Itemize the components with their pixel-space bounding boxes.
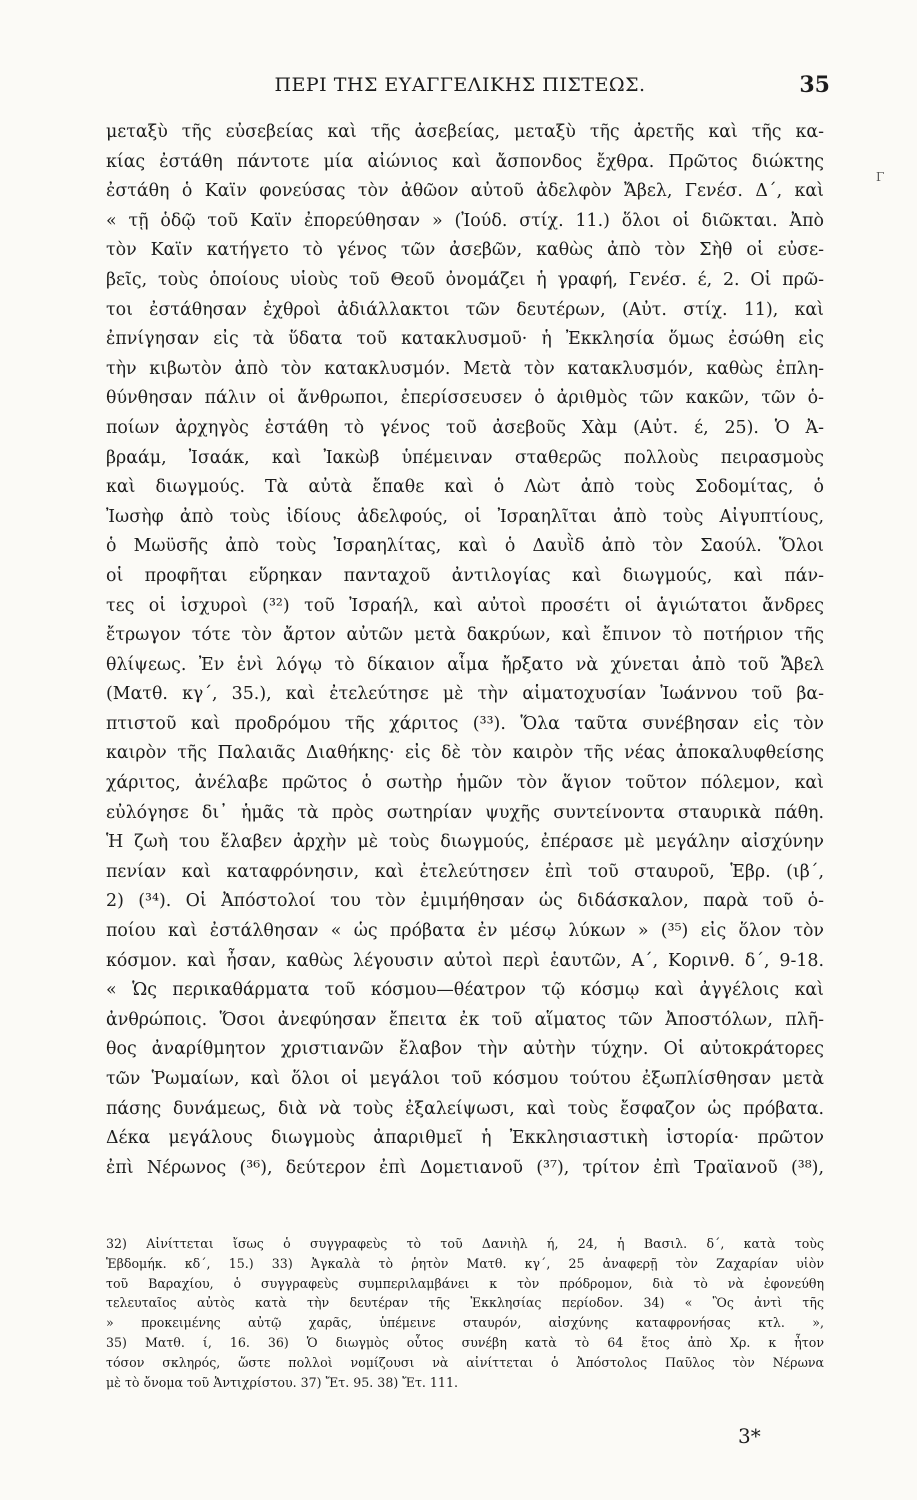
footnote-line: τόσον σκληρός, ὥστε πολλοὶ νομίζουσι νὰ αἰνίττεται ὁ Ἀπόστολος Παῦλος τὸν Νέρωνα — [106, 1354, 824, 1370]
text-line: « Ὡς περικαθάρματα τοῦ κόσμου—θέατρον τῷ κόσμῳ καὶ ἀγγέλοις καὶ — [106, 980, 824, 1001]
footnote-line: τοῦ Βαραχίου, ὁ συγγραφεὺς συμπεριλαμβάνει κ τὸν πρόδρομον, διὰ τὸ νὰ ἐφονεύθη — [106, 1275, 824, 1291]
text-line: τὸν Καϊν κατήγετο τὸ γένος τῶν ἀσεβῶν, καθὼς ἀπὸ τὸν Σὴθ οἱ εὐσε- — [106, 240, 824, 261]
text-line: μεταξὺ τῆς εὐσεβείας καὶ τῆς ἀσεβείας, μεταξὺ τῆς ἀρετῆς καὶ τῆς κα- — [106, 122, 824, 142]
footnotes — [106, 1234, 824, 1392]
footnote-line: τελευταῖος αὐτὸς κατὰ τὴν δευτέραν τῆς Ἐκκλησίας περίοδον. 34) « Ὃς ἀντὶ τῆς — [106, 1295, 824, 1311]
text-line: τῶν Ῥωμαίων, καὶ ὅλοι οἱ μεγάλοι τοῦ κόσμου τούτου ἐξωπλίσθησαν μετὰ — [106, 1069, 824, 1089]
footnote-line: » προκειμένης αὐτῷ χαρᾶς, ὑπέμεινε σταυρόν, αἰσχύνης καταφρονήσας κτλ. », — [106, 1315, 824, 1331]
text-line: χάριτος, ἀνέλαβε πρῶτος ὁ σωτὴρ ἡμῶν τὸν ἅγιον τοῦτον πόλεμον, καὶ — [106, 773, 824, 794]
text-line: θος ἀναρίθμητον χριστιανῶν ἔλαβον τὴν αὐτὴν τύχην. Οἱ αὐτοκράτορες — [106, 1039, 824, 1060]
text-line: κόσμον. καὶ ἦσαν, καθὼς λέγουσιν αὐτοὶ περὶ ἑαυτῶν, Α΄, Κορινθ. δ΄, 9-18. — [106, 950, 824, 971]
text-line: τὴν κιβωτὸν ἀπὸ τὸν κατακλυσμόν. Μετὰ τὸν κατακλυσμόν, καθὼς ἐπλη- — [106, 358, 824, 379]
text-line: τοι ἐστάθησαν ἐχθροὶ ἀδιάλλακτοι τῶν δευτέρων, (Αὐτ. στίχ. 11), καὶ — [106, 299, 824, 320]
footnote-line: 35) Ματθ. ί, 16. 36) Ὁ διωγμὸς οὗτος συνέβη κατὰ τὸ 64 ἔτος ἀπὸ Χρ. κ ἦτον — [106, 1334, 824, 1350]
text-line: ὁ Μωϋσῆς ἀπὸ τοὺς Ἰσραηλίτας, καὶ ὁ Δαυῒδ ἀπὸ τὸν Σαούλ. Ὅλοι — [106, 536, 824, 557]
text-line: 2) (³⁴). Οἱ Ἀπόστολοί του τὸν ἐμιμήθησαν ὡς διδάσκαλον, παρὰ τοῦ ὁ- — [106, 891, 824, 912]
text-line: θύνθησαν πάλιν οἱ ἄνθρωποι, ἐπερίσσευσεν ὁ ἀριθμὸς τῶν κακῶν, τῶν ὁ- — [106, 388, 824, 409]
text-line: βεῖς, τοὺς ὁποίους υἱοὺς τοῦ Θεοῦ ὀνομάζει ἡ γραφή, Γενέσ. έ, 2. Οἱ πρῶ- — [106, 269, 824, 290]
footnote-line: μὲ τὸ ὄνομα τοῦ Ἀντιχρίστου. 37) Ἔτ. 95. 38) Ἔτ. 111. — [106, 1374, 458, 1390]
text-line: ποίων ἀρχηγὸς ἐστάθη τὸ γένος τοῦ ἀσεβοῦς Χὰμ (Αὐτ. έ, 25). Ὁ Ἀ- — [106, 417, 824, 438]
text-line: ἐστάθη ὁ Καϊν φονεύσας τὸν ἀθῶον αὐτοῦ ἀδελφὸν Ἄβελ, Γενέσ. Δ΄, καὶ — [106, 181, 824, 202]
text-line: θλίψεως. Ἐν ἑνὶ λόγῳ τὸ δίκαιον αἷμα ἤρξατο νὰ χύνεται ἀπὸ τοῦ Ἄβελ — [106, 654, 824, 675]
text-line: πάσης δυνάμεως, διὰ νὰ τοὺς ἐξαλείψωσι, καὶ τοὺς ἔσφαζον ὡς πρόβατα. — [106, 1098, 824, 1119]
page-header — [100, 74, 830, 104]
running-title: ΠΕΡΙ ΤΗΣ ΕΥΑΓΓΕΛΙΚΗΣ ΠΙΣΤΕΩΣ. — [274, 74, 646, 96]
footnote-line: Ἑβδομήκ. κδ΄, 15.) 33) Ἀγκαλὰ τὸ ῥητὸν Ματθ. κγ΄, 25 ἀναφερῇ τὸν Ζαχαρίαν υἱὸν — [106, 1255, 824, 1271]
margin-mark: Γ — [876, 170, 885, 184]
text-line: καιρὸν τῆς Παλαιᾶς Διαθήκης· εἰς δὲ τὸν καιρὸν τῆς νέας ἀποκαλυφθείσης — [106, 743, 824, 764]
text-line: Ἡ ζωὴ του ἔλαβεν ἀρχὴν μὲ τοὺς διωγμούς, ἐπέρασε μὲ μεγάλην αἰσχύνην — [106, 832, 824, 853]
page-number: 35 — [799, 72, 830, 98]
text-line: ποίου καὶ ἐστάλθησαν « ὡς πρόβατα ἐν μέσῳ λύκων » (³⁵) εἰς ὅλον τὸν — [106, 921, 824, 942]
text-line: ἐπὶ Νέρωνος (³⁶), δεύτερον ἐπὶ Δομετιανοῦ (³⁷), τρίτον ἐπὶ Τραϊανοῦ (³⁸), — [106, 1157, 824, 1178]
text-line: εὐλόγησε δι᾽ ἡμᾶς τὰ πρὸς σωτηρίαν ψυχῆς συντείνοντα σταυρικὰ πάθη. — [106, 802, 824, 823]
text-line: Δέκα μεγάλους διωγμοὺς ἀπαριθμεῖ ἡ Ἐκκλησιαστικὴ ἱστορία· πρῶτον — [106, 1128, 824, 1149]
text-line: οἱ προφῆται εὕρηκαν πανταχοῦ ἀντιλογίας καὶ διωγμούς, καὶ πάν- — [106, 565, 824, 586]
text-line: ἐπνίγησαν εἰς τὰ ὕδατα τοῦ κατακλυσμοῦ· ἡ Ἐκκλησία ὅμως ἐσώθη εἰς — [106, 329, 824, 350]
footnote-line: 32) Αἰνίττεται ἴσως ὁ συγγραφεὺς τὸ τοῦ Δανιὴλ ή, 24, ἡ Βασιλ. δ΄, κατὰ τοὺς — [106, 1236, 824, 1251]
text-line: ἀνθρώποις. Ὅσοι ἀνεφύησαν ἔπειτα ἐκ τοῦ αἵματος τῶν Ἀποστόλων, πλῆ- — [106, 1009, 824, 1030]
text-line: πτιστοῦ καὶ προδρόμου τῆς χάριτος (³³). Ὅλα ταῦτα συνέβησαν εἰς τὸν — [106, 713, 824, 734]
text-line: « τῇ ὁδῷ τοῦ Καϊν ἐπορεύθησαν » (Ἰούδ. στίχ. 11.) ὅλοι οἱ διῶκται. Ἀπὸ — [106, 210, 824, 231]
body-text — [106, 118, 824, 1183]
text-line: κίας ἐστάθη πάντοτε μία αἰώνιος καὶ ἄσπονδος ἔχθρα. Πρῶτος διώκτης — [106, 151, 824, 172]
text-line: ἔτρωγον τότε τὸν ἄρτον αὐτῶν μετὰ δακρύων, καὶ ἔπινον τὸ ποτήριον τῆς — [106, 625, 824, 646]
text-line: καὶ διωγμούς. Τὰ αὐτὰ ἔπαθε καὶ ὁ Λὼτ ἀπὸ τοὺς Σοδομίτας, ὁ — [106, 477, 824, 498]
text-line: Ἰωσὴφ ἀπὸ τοὺς ἰδίους ἀδελφούς, οἱ Ἰσραηλῖται ἀπὸ τοὺς Αἰγυπτίους, — [106, 506, 824, 527]
signature-mark: 3* — [738, 1424, 761, 1448]
text-line: (Ματθ. κγ΄, 35.), καὶ ἐτελεύτησε μὲ τὴν αἱματοχυσίαν Ἰωάννου τοῦ βα- — [106, 684, 824, 705]
text-line: τες οἱ ἰσχυροὶ (³²) τοῦ Ἰσραήλ, καὶ αὐτοὶ προσέτι οἱ ἁγιώτατοι ἄνδρες — [106, 595, 824, 616]
text-line: πενίαν καὶ καταφρόνησιν, καὶ ἐτελεύτησεν ἐπὶ τοῦ σταυροῦ, Ἑβρ. (ιβ΄, — [106, 861, 824, 882]
text-line: βραάμ, Ἰσαάκ, καὶ Ἰακὼβ ὑπέμειναν σταθερῶς πολλοὺς πειρασμοὺς — [106, 447, 824, 468]
